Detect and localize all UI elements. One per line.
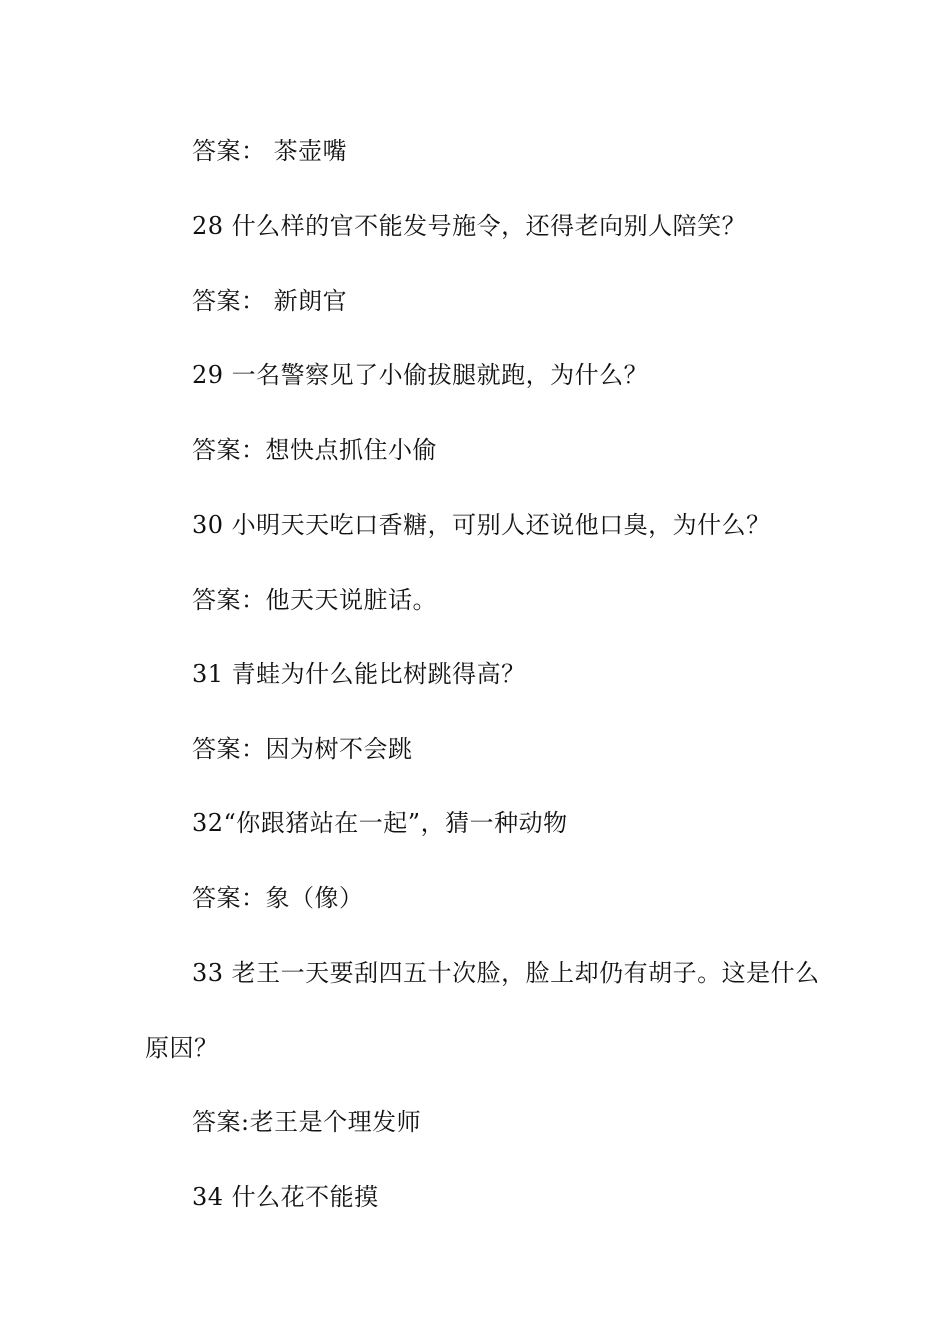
answer-line: 答案： 新朗官 — [192, 287, 348, 315]
question-line: 34 什么花不能摸 — [192, 1183, 379, 1211]
answer-line: 答案：想快点抓住小偷 — [192, 436, 437, 464]
answer-line: 答案：象（像） — [192, 884, 364, 912]
question-line: 31 青蛙为什么能比树跳得高？ — [192, 660, 526, 688]
answer-line: 答案:老王是个理发师 — [192, 1108, 422, 1136]
answer-line: 答案：因为树不会跳 — [192, 735, 413, 763]
question-line: 32“你跟猪站在一起”，猜一种动物 — [192, 809, 568, 837]
question-line: 29 一名警察见了小偷拔腿就跑，为什么？ — [192, 361, 649, 389]
answer-line: 答案： 茶壶嘴 — [192, 137, 348, 165]
question-line-continuation: 原因？ — [145, 1034, 219, 1062]
answer-line: 答案：他天天说脏话。 — [192, 586, 437, 614]
question-line: 30 小明天天吃口香糖，可别人还说他口臭，为什么？ — [192, 511, 771, 539]
question-line: 28 什么样的官不能发号施令，还得老向别人陪笑？ — [192, 212, 747, 240]
question-line: 33 老王一天要刮四五十次脸，脸上却仍有胡子。这是什么 — [192, 959, 820, 987]
